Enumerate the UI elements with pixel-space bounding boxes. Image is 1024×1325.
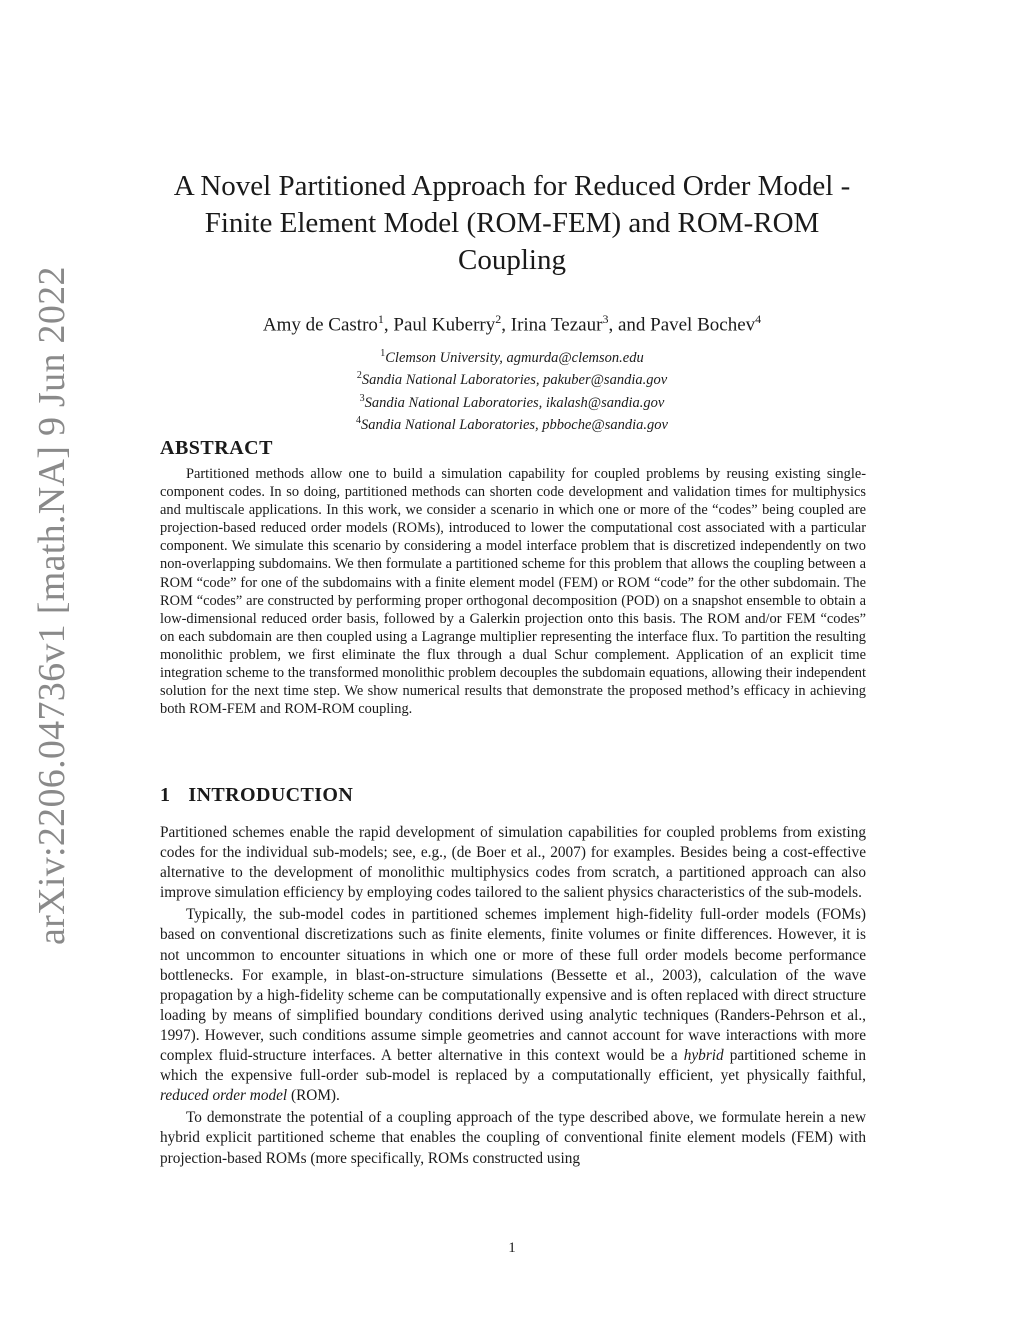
paragraph: To demonstrate the potential of a coupling approach of the type described above, we formulate herein a new hybrid explicit partitioned scheme that enables the coupling of conventional finite element models (FEM) with projection-based ROMs (more specifically, ROMs constructed using [160,1109,866,1167]
emphasis-text: reduced order model [160,1087,288,1105]
section-heading [160,784,353,807]
abstract-text: Partitioned methods allow one to build a simulation capability for coupled problems by reusing existing single-component codes. In so doing, partitioned methods can shorten code development and validation times for multiphysics and multiscale applications. In this work, we consider a scenario in which one or more of the “codes” being coupled are projection-based reduced order models (ROMs), introduced to lower the computational cost associated with a particular component. We simulate this scenario by considering a model interface problem that is discretized independently on two non-overlapping subdomains. We then formulate a partitioned scheme for this problem that allows the coupling between a ROM “code” for one of the subdomains with a finite element model (FEM) or ROM “code” for the other subdomain. The ROM “codes” are constructed by performing proper orthogonal decomposition (POD) on a snapshot ensemble to obtain a low-dimensional reduced order basis, followed by a Galerkin projection onto this basis. The ROM and/or FEM “codes” on each subdomain are then coupled using a Lagrange multiplier representing the interface flux. To partition the resulting monolithic problem, we first eliminate the flux through a dual Schur complement. Application of an explicit time integration scheme to the transformed monolithic problem decouples the subdomain equations, allowing their independent solution for the next time step. We show numerical results that demonstrate the proposed method’s efficacy in achieving both ROM-FEM and ROM-ROM coupling. [160,466,866,718]
author-separator: , [383,314,394,336]
author-affil-mark: 2 [495,312,502,326]
author-name: Amy de Castro [262,314,378,336]
paragraph-text: Typically, the sub-model codes in partitioned schemes implement high-fidelity full-order models (FOMs) based on conventional discretizations such as finite elements, finite volumes or finite differences. However, it is not uncommon to encounter situations in which one or more of these full order models become performance bottlenecks. For example, in blast-on-structure simulations (Bessette et al., 2003), calculation of the wave propagation by a high-fidelity scheme can be computationally expensive and is often replaced with direct structure loading by means of simplified boundary conditions derived using analytic techniques (Randers-Pehrson et al., 1997). However, such conditions assume simple geometries and cannot account for wave interactions with more complex fluid-structure interfaces. A better alternative in this context would be a [160,906,866,1065]
paper-title [150,168,874,279]
section-number: 1 [160,784,171,806]
affiliation-text: Clemson University, agmurda@clemson.edu [385,349,644,366]
section-title: INTRODUCTION [188,784,354,806]
author-separator: , and [608,314,651,336]
title-line-1: A Novel Partitioned Approach for Reduced Order Model - [173,170,851,202]
paragraph [160,905,866,1106]
affiliation-mark: 3 [359,392,365,404]
author-name: Paul Kuberry [393,314,496,336]
author-list [150,307,874,337]
paragraph-text: partitioned scheme in which the expensive full-order sub-model is replaced by a computationally efficient, yet physically faithful, [160,1047,866,1085]
affiliation-text: Sandia National Laboratories, pbboche@sandia.gov [361,416,668,433]
affiliation-text: Sandia National Laboratories, ikalash@sandia.gov [364,394,665,411]
affiliation-mark: 4 [356,414,362,426]
affiliation [150,390,874,412]
affiliation-mark: 2 [356,370,362,382]
introduction-body [160,823,866,1171]
author-separator: , [501,314,511,336]
affiliation-text: Sandia National Laboratories, pakuber@sandia.gov [361,372,668,389]
paragraph: Partitioned schemes enable the rapid development of simulation capabilities for coupled problems from existing codes for the individual sub-models; see, e.g., (de Boer et al., 2007) for examples. Besides being a cost-effective alternative to the development of monolithic multiphysics codes from scratch, a partitioned approach can also improve simulation efficiency by employing codes tailored to the salient physics characteristics of the sub-models. [160,824,866,902]
abstract-heading: ABSTRACT [160,437,273,459]
affiliation-mark: 1 [380,348,386,359]
arxiv-identifier: arXiv:2206.04736v1 [math.NA] 9 Jun 2022 [31,266,73,945]
affiliation-list [150,345,874,434]
author-affil-mark: 3 [602,312,609,326]
page-number: 1 [508,1240,516,1256]
author-affil-mark: 4 [755,312,762,326]
affiliation [150,367,874,389]
title-line-2: Finite Element Model (ROM-FEM) and ROM-ROM [204,207,820,239]
title-line-3: Coupling [458,244,566,276]
author-affil-mark: 1 [377,312,384,326]
affiliation [150,345,874,367]
emphasis-text: hybrid [683,1047,724,1065]
author-name: Irina Tezaur [510,314,603,336]
affiliation [150,412,874,434]
paragraph-text: (ROM). [287,1087,340,1105]
author-name: Pavel Bochev [650,314,756,336]
